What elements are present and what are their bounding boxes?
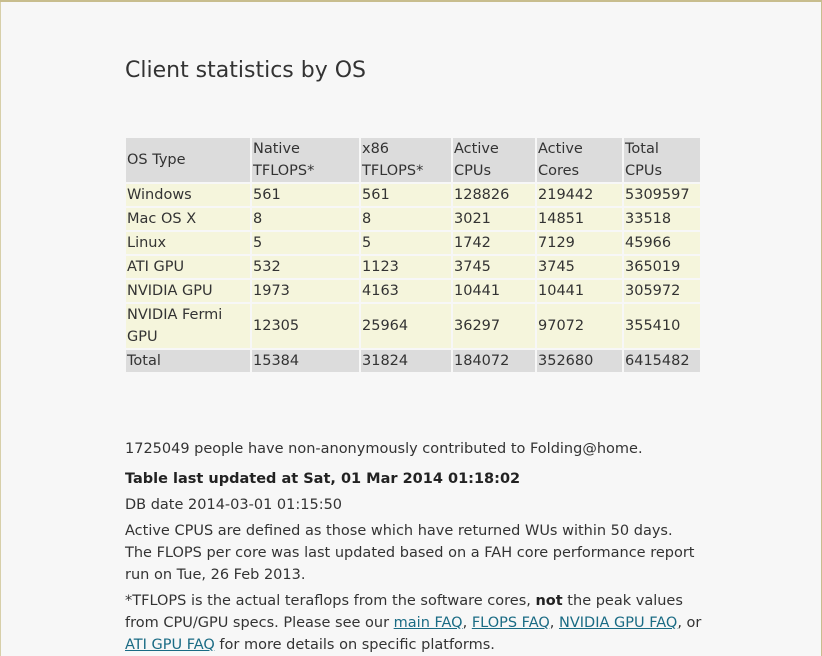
tflops-note — [125, 590, 703, 656]
x86-tflops-cell: 8 — [361, 208, 451, 230]
x86-tflops-cell: 25964 — [361, 304, 451, 348]
total-cpus-cell: 33518 — [624, 208, 700, 230]
header-total-cpus — [624, 138, 700, 182]
table-total-row — [126, 350, 700, 372]
os-type-line: NVIDIA Fermi — [127, 307, 223, 323]
total-cpus-cell: 355410 — [624, 304, 700, 348]
os-type-line: Mac OS X — [127, 211, 197, 227]
os-type-cell — [126, 232, 250, 254]
x86-tflops-cell: 561 — [361, 184, 451, 206]
total-total-cpus-cell: 6415482 — [624, 350, 700, 372]
native-tflops-cell: 1973 — [252, 280, 359, 302]
header-x86-tflops-line: TFLOPS* — [362, 163, 424, 179]
tflops-note-part1: *TFLOPS is the actual teraflops from the software cores, — [125, 593, 536, 609]
table-row — [126, 208, 700, 230]
active-cores-cell: 14851 — [537, 208, 622, 230]
active-cores-cell: 7129 — [537, 232, 622, 254]
total-cpus-cell: 365019 — [624, 256, 700, 278]
tflops-note-sep3: , or — [677, 615, 702, 631]
os-type-cell — [126, 184, 250, 206]
total-cpus-cell: 45966 — [624, 232, 700, 254]
header-native-tflops-line: TFLOPS* — [253, 163, 315, 179]
os-type-line: NVIDIA GPU — [127, 283, 213, 299]
os-type-cell — [126, 256, 250, 278]
os-type-cell — [126, 304, 250, 348]
page-title: Client statistics by OS — [125, 58, 367, 83]
os-type-cell — [126, 208, 250, 230]
tflops-note-part3: for more details on specific platforms. — [214, 637, 495, 653]
header-active-cpus-line: CPUs — [454, 163, 492, 179]
os-type-line: GPU — [127, 329, 158, 345]
header-active-cores-line: Active — [538, 141, 583, 157]
active-cpus-note: Active CPUS are defined as those which have returned WUs within 50 days. The FLOPS per core was last updated based on a FAH core performance report run on Tue, 26 Feb 2013. — [125, 523, 695, 583]
client-stats-table — [124, 136, 702, 374]
header-os-type-line: OS Type — [127, 152, 186, 168]
table-row — [126, 280, 700, 302]
header-total-cpus-line: CPUs — [625, 163, 663, 179]
table-header-row — [126, 138, 700, 182]
main-faq-link[interactable]: main FAQ — [393, 615, 463, 631]
native-tflops-cell: 532 — [252, 256, 359, 278]
active-cores-cell: 3745 — [537, 256, 622, 278]
os-type-line: Linux — [127, 235, 167, 251]
header-total-cpus-line: Total — [625, 141, 659, 157]
total-active-cpus-cell: 184072 — [453, 350, 535, 372]
last-updated-text: Table last updated at Sat, 01 Mar 2014 01:18:02 — [125, 471, 521, 487]
contributors-text: 1725049 people have non-anonymously contributed to Folding@home. — [125, 441, 643, 457]
tflops-note-not: not — [535, 593, 563, 609]
total-active-cores-cell: 352680 — [537, 350, 622, 372]
active-cpus-cell: 3745 — [453, 256, 535, 278]
table-row — [126, 232, 700, 254]
table-row — [126, 256, 700, 278]
x86-tflops-cell: 5 — [361, 232, 451, 254]
active-cpus-cell: 36297 — [453, 304, 535, 348]
os-type-line: ATI GPU — [127, 259, 185, 275]
os-type-cell — [126, 280, 250, 302]
header-os-type — [126, 138, 250, 182]
active-cpus-cell: 128826 — [453, 184, 535, 206]
tflops-note-sep1: , — [462, 615, 472, 631]
native-tflops-cell: 12305 — [252, 304, 359, 348]
header-active-cpus-line: Active — [454, 141, 499, 157]
header-native-tflops — [252, 138, 359, 182]
total-label-cell: Total — [126, 350, 250, 372]
native-tflops-cell: 8 — [252, 208, 359, 230]
active-cpus-cell: 3021 — [453, 208, 535, 230]
x86-tflops-cell: 4163 — [361, 280, 451, 302]
total-cpus-cell: 305972 — [624, 280, 700, 302]
nvidia-gpu-faq-link[interactable]: NVIDIA GPU FAQ — [559, 615, 678, 631]
header-x86-tflops — [361, 138, 451, 182]
page — [0, 2, 821, 656]
table-body — [126, 184, 700, 348]
os-type-line: Windows — [127, 187, 192, 203]
total-native-cell: 15384 — [252, 350, 359, 372]
native-tflops-cell: 561 — [252, 184, 359, 206]
header-active-cpus — [453, 138, 535, 182]
active-cores-cell: 97072 — [537, 304, 622, 348]
header-native-tflops-line: Native — [253, 141, 300, 157]
x86-tflops-cell: 1123 — [361, 256, 451, 278]
table-row — [126, 184, 700, 206]
active-cpus-cell: 1742 — [453, 232, 535, 254]
tflops-note-part2: the peak values from CPU/GPU specs. Please see our — [125, 593, 683, 631]
ati-gpu-faq-link[interactable]: ATI GPU FAQ — [125, 637, 215, 653]
db-date-text: DB date 2014-03-01 01:15:50 — [125, 497, 343, 513]
table-row — [126, 304, 700, 348]
header-active-cores-line: Cores — [538, 163, 580, 179]
active-cores-cell: 219442 — [537, 184, 622, 206]
tflops-note-sep2: , — [549, 615, 559, 631]
native-tflops-cell: 5 — [252, 232, 359, 254]
header-x86-tflops-line: x86 — [362, 141, 390, 157]
header-active-cores — [537, 138, 622, 182]
flops-faq-link[interactable]: FLOPS FAQ — [471, 615, 550, 631]
total-cpus-cell: 5309597 — [624, 184, 700, 206]
active-cores-cell: 10441 — [537, 280, 622, 302]
total-x86-cell: 31824 — [361, 350, 451, 372]
active-cpus-cell: 10441 — [453, 280, 535, 302]
